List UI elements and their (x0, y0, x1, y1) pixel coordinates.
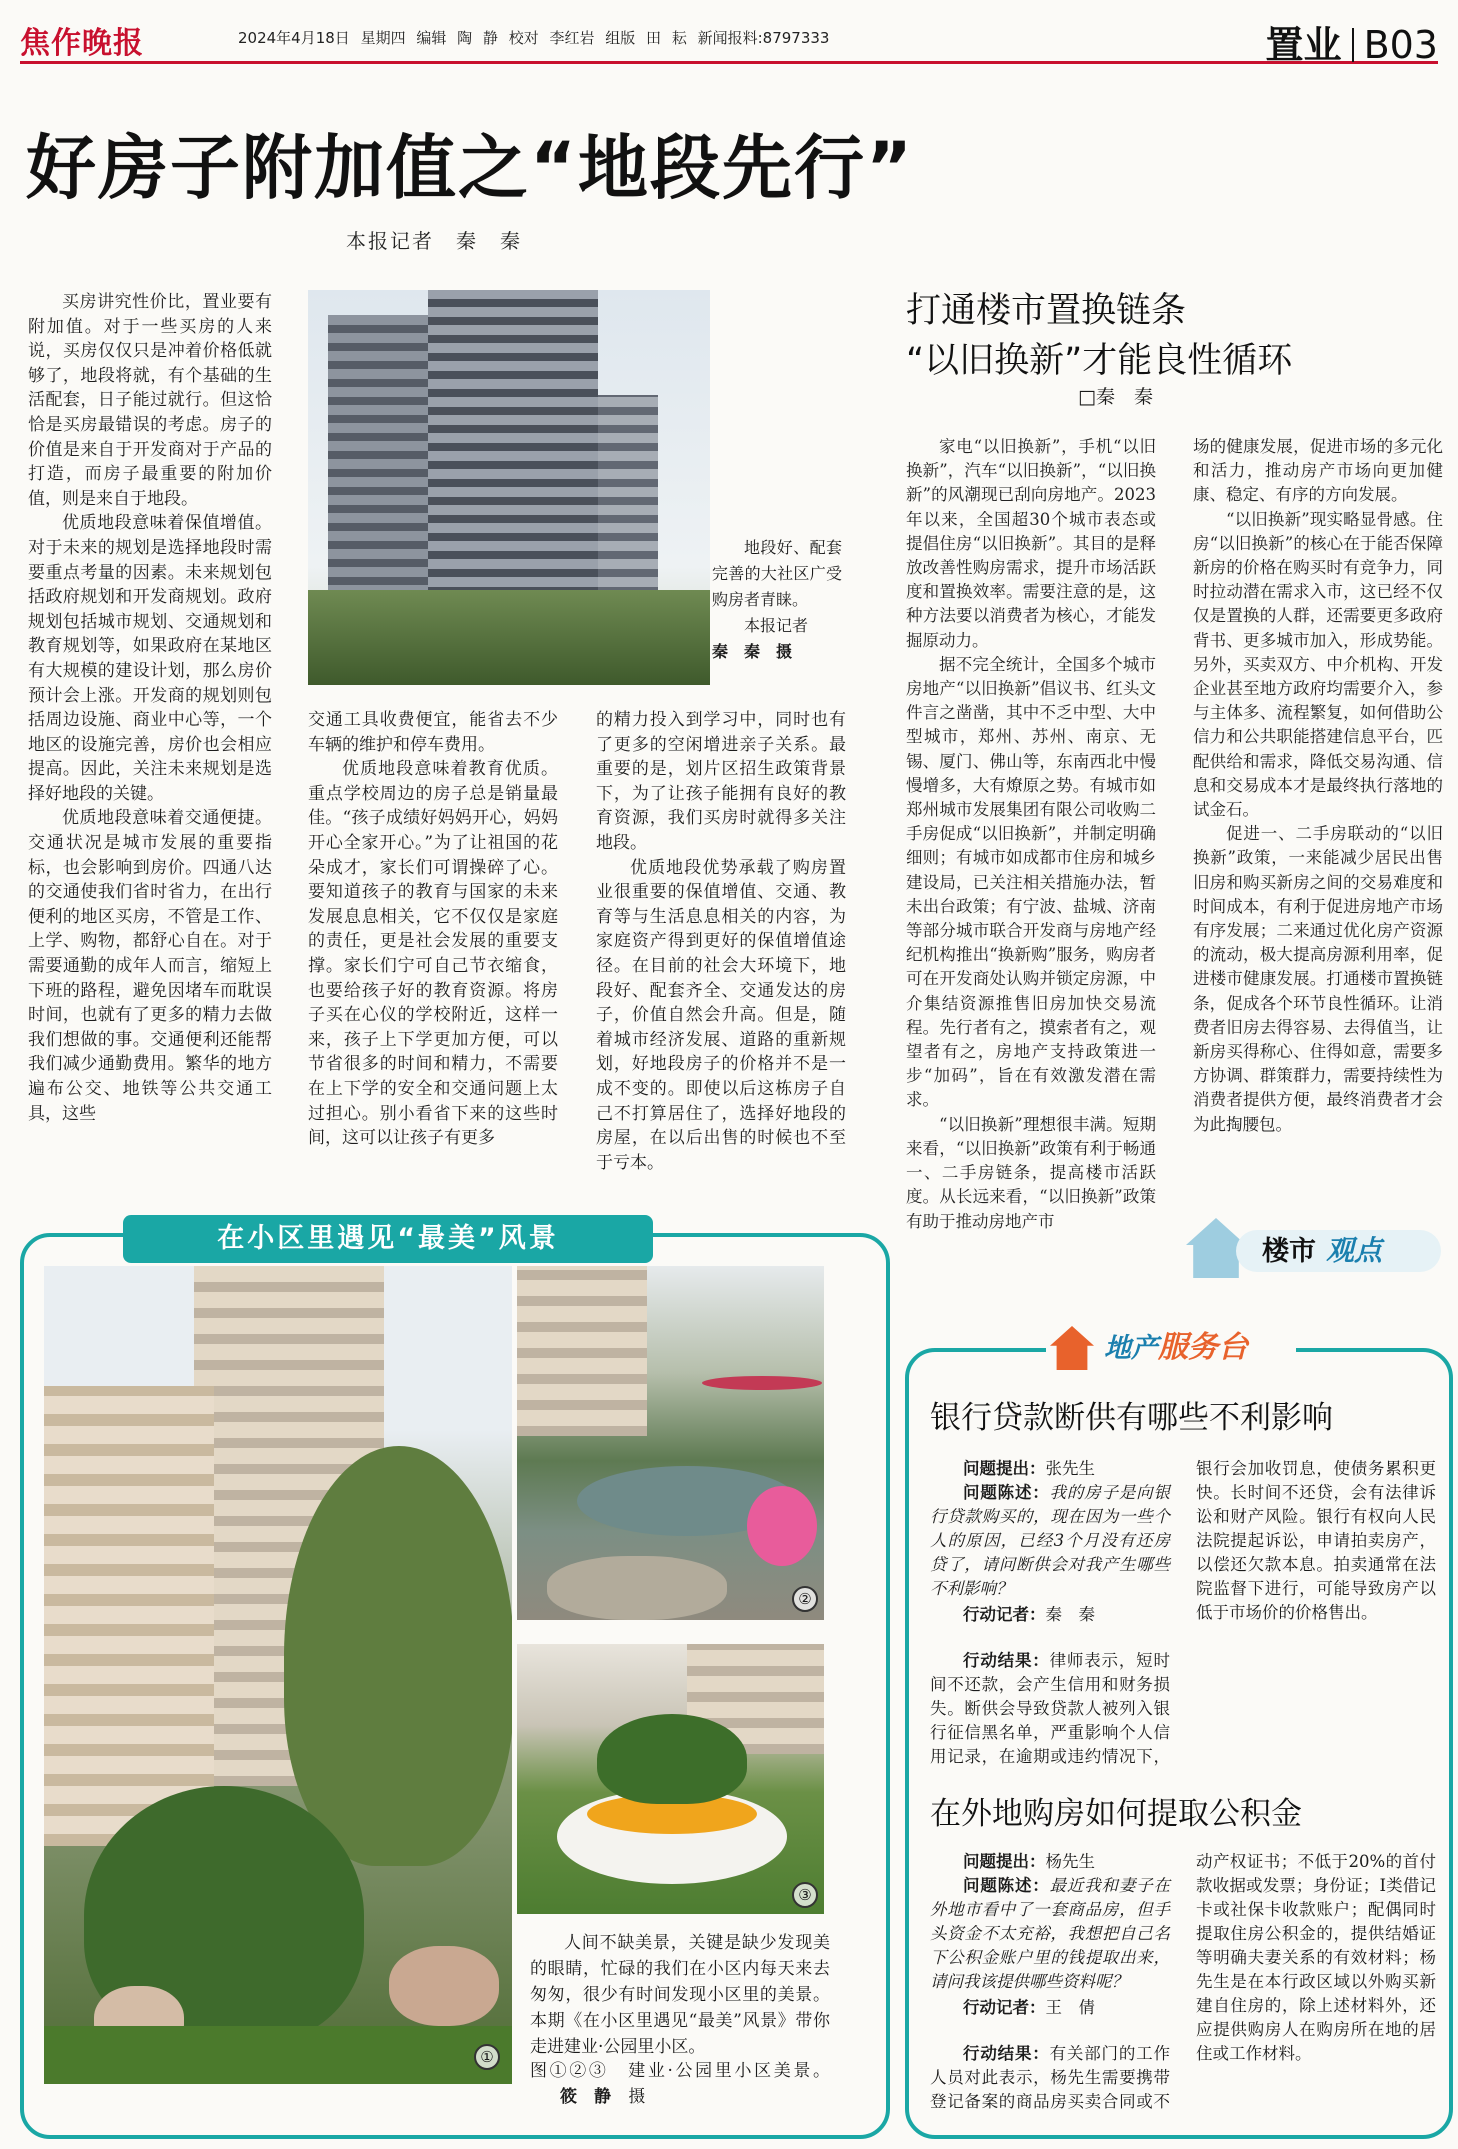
article-column-1 (28, 290, 272, 1202)
flowers (747, 1486, 817, 1566)
scenery-photo-1 (44, 1266, 512, 2084)
feature-intro: 人间不缺美景，关键是缺少发现美的眼睛，忙碌的我们在小区内每天来去匆匆，很少有时间发现小区里的美景。本期《在小区里遇见“最美”风景》带你走进建业·公园里小区。 (530, 1933, 830, 2057)
section-name: 置业 (1265, 23, 1342, 67)
feature-photographer: 筱 静 (560, 2087, 611, 2107)
section-label (1266, 14, 1438, 69)
scenery-photo-2 (517, 1266, 824, 1620)
news-hotline: 新闻报料:8797333 (697, 29, 830, 47)
opinion-column-1 (906, 435, 1156, 1297)
value: 律师表示，短时间不还款，会产生信用和财务损失。断供会导致贷款人被列入银行征信黑名单，严重影响个人信用记录，在逾期或违约情况下， (930, 1651, 1170, 1766)
paragraph: “以旧换新”理想很丰满。短期来看，“以旧换新”政策有利于畅通一、二手房链条，提高楼市活跃度。从长远来看，“以旧换新”政策有助于推动房地产市 (906, 1114, 1156, 1231)
photo-caption (712, 535, 842, 665)
paragraph: 优质地段意味着保值增值。对于未来的规划是选择地段时需要重点考量的因素。未来规划包括政府规划和开发商规划。政府规划包括城市规划、交通规划和教育规划等，如果政府在某地区有大规模的建设计划，那么房价预计会上涨。开发商的规划则包括周边设施、商业中心等，一个地区的设施完善，房价也会相应提高。因此，关注未来规划是选择好地段的关键。 (28, 513, 272, 804)
label: 行动结果： (963, 1651, 1050, 1670)
tree (284, 1446, 512, 1866)
value: 张先生 (1045, 1459, 1095, 1478)
building-left (44, 1386, 214, 1846)
issue-date: 2024年4月18日 (238, 29, 350, 47)
value: 杨先生 (1045, 1852, 1095, 1871)
qa-2-result (930, 2042, 1170, 2114)
masthead (20, 14, 1438, 67)
label: 问题提出： (963, 1852, 1046, 1871)
qa-2-asker (930, 1850, 1170, 1874)
service-word-2: 服务台 (1158, 1330, 1248, 1365)
qa-2-result-cont (1196, 1850, 1436, 2114)
paragraph: 促进一、二手房联动的“以旧换新”政策，一来能减少居民出售旧房和购买新房之间的交易难度和时间成本，有利于促进房地产市场有序发展；二来通过优化房产资源的流动，极大提高房源利用率，促进楼市健康发展。打通楼市置换链条，促成各个环节良性循环。让消费者旧房去得容易、去得值当，让新房买得称心、住得如意，需要多方协调、群策群力，需要持续性为消费者提供方便，最终消费者才会为此掏腰包。 (1193, 824, 1443, 1134)
badge-word-2: 观点 (1326, 1234, 1383, 1267)
plants (597, 1714, 747, 1804)
photo-number-3: ③ (792, 1882, 818, 1908)
paragraph: 买房讲究性价比，置业要有附加值。对于一些买房的人来说，买房仅仅只是冲着价格低就够了，地段将就，有个基础的生活配套，日子能过就行。但这恰恰是买房最错误的考虑。房子的价值是来自于开发商对于产品的打造，而房子最重要的附加价值，则是来自于地段。 (28, 292, 272, 509)
main-byline: 本报记者 秦 秦 (346, 229, 522, 253)
opinion-title-line-1: 打通楼市置换链条 (906, 291, 1187, 331)
service-badge-label (1104, 1328, 1248, 1369)
page-number: B03 (1363, 23, 1438, 67)
label: 问题提出： (963, 1459, 1046, 1478)
proofreader: 校对 李红岩 (508, 29, 595, 47)
building-photo (308, 290, 710, 685)
newspaper-logo: 焦作晚报 (20, 26, 144, 61)
qa-1-result (930, 1649, 1170, 1769)
label: 问题陈述： (963, 1483, 1050, 1502)
service-badge (1046, 1322, 1296, 1374)
paragraph: 交通工具收费便宜，能省去不少车辆的维护和停车费用。 (308, 710, 558, 755)
value: 银行会加收罚息，使债务累积更快。长时间不还贷，会有法律诉讼和财产风险。银行有权向人民法院提起诉讼，申请拍卖房产，以偿还欠款本息。拍卖通常在法院监督下进行，可能导致房产以低于市场价的价格售出。 (1196, 1459, 1436, 1622)
paragraph: 优质地段优势承载了购房置业很重要的保值增值、交通、教育等与生活息息相关的内容，为家庭资产得到更好的保值增值途径。在目前的社会大环境下，地段好、配套齐全、交通发达的房子，价值自然会升高。但是，随着城市经济发展、道路的重新规划，好地段房子的价格并不是一成不变的。即使以后这栋房子自己不打算居住了，选择好地段的房屋，在以后出售的时候也不至于亏本。 (596, 857, 846, 1173)
value: 王 倩 (1045, 1998, 1095, 2017)
lawn (44, 2026, 512, 2084)
qa-2-result-continued (1196, 1850, 1436, 2066)
value: 最近我和妻子在外地市看中了一套商品房，但手头资金不太充裕，我想把自己名下公积金账户里的钱提取出来，请问我该提供哪些资料呢？ (930, 1876, 1171, 1991)
qa-2-reporter (930, 1996, 1170, 2020)
service-word-1: 地产 (1104, 1333, 1158, 1364)
editor: 编辑 陶 静 (416, 29, 498, 47)
value: 有关部门的工作人员对此表示，杨先生需要携带登记备案的商品房买卖合同或不 (930, 2044, 1170, 2111)
umbrella (702, 1376, 822, 1390)
photo-credit (712, 639, 842, 665)
badge-word-1: 楼市 (1262, 1236, 1316, 1267)
opinion-badge (1186, 1218, 1446, 1280)
paragraph: 据不完全统计，全国多个城市房地产“以旧换新”倡议书、红头文件言之凿凿，其中不乏中型、大中型城市，郑州、苏州、南京、无锡、厦门、佛山等，东南西北中慢慢增多，大有燎原之势。有城市如郑州城市发展集团有限公司收购二手房促成“以旧换新”，并制定明确细则；有城市如成都市住房和城乡建设局，已关注相关措施办法，暂未出台政策；有宁波、盐城、济南等部分城市联合开发商与房地产经纪机构推出“换新购”服务，购房者可在开发商处认购并锁定房源，中介集结资源推售旧房加快交易流程。先行者有之，摸索者有之，观望者有之，房地产支持政策进一步“加码”，旨在有效激发潜在需求。 (906, 654, 1156, 1110)
opinion-column-2 (1193, 435, 1443, 1185)
qa-1-title: 银行贷款断供有哪些不利影响 (930, 1400, 1333, 1436)
qa-2-result-start (930, 2042, 1170, 2114)
house-icon (1050, 1326, 1094, 1370)
scenery-photo-3 (517, 1644, 824, 1914)
badge-label (1236, 1230, 1441, 1272)
value: 秦 秦 (1045, 1605, 1095, 1624)
label: 行动记者： (963, 1605, 1046, 1624)
issue-meta (238, 27, 829, 48)
photographer-name: 秦 秦 (712, 642, 761, 661)
issue-weekday: 星期四 (360, 29, 406, 47)
article-column-2 (308, 708, 558, 1202)
paragraph: 家电“以旧换新”，手机“以旧换新”，汽车“以旧换新”，“以旧换新”的风潮现已刮向房地产。2023年以来，全国超30个城市表态或提倡住房“以旧换新”。其目的是释放改善性购房需求，提升市场活跃度和置换效率。需要注意的是，这种方法要以消费者为核心，才能发掘原动力。 (906, 437, 1156, 650)
qa-1-result-cont (1196, 1457, 1436, 1769)
rock (389, 1946, 499, 2026)
photo-credit-action: 摄 (776, 642, 793, 661)
feature-tab: 在小区里遇见“最美”风景 (123, 1215, 653, 1263)
paragraph: 优质地段意味着交通便捷。交通状况是城市发展的重要指标，也会影响到房价。四通八达的交通使我们省时省力，在出行便利的地区买房，不管是工作、上学、购物，都舒心自在。对于需要通勤的成年人而言，缩短上下班的路程，避免因堵车而耽误时间，也就有了更多的精力去做我们想做的事。交通便利还能帮我们减少通勤费用。繁华的地方遍布公交、地铁等公共交通工具，这些 (28, 808, 272, 1124)
layout-credit: 组版 田 耘 (605, 29, 687, 47)
caption-text: 地段好、配套完善的大社区广受购房者青睐。 (712, 538, 842, 609)
label: 问题陈述： (963, 1876, 1050, 1895)
opinion-byline: □秦 秦 (1078, 386, 1153, 408)
paragraph: 的精力投入到学习中，同时也有了更多的空闲增进亲子关系。最重要的是，划片区招生政策背景下，为了让孩子能拥有良好的教育资源，我们买房时就得多关注地段。 (596, 710, 846, 853)
photo-credit-label: 本报记者 (744, 616, 809, 635)
paragraph: 优质地段意味着教育优质。重点学校周边的房子总是销量最佳。“孩子成绩好妈妈开心，妈妈开心全家开心。”为了让祖国的花朵成才，家长们可谓操碎了心。要知道孩子的教育与国家的未来发展息息相关，它不仅仅是家庭的责任，更是社会发展的重要支撑。家长们宁可自己节衣缩食，也要给孩子好的教育资源。将房子买在心仪的学校附近，这样一来，孩子上下学更加方便，可以节省很多的时间和精力，不需要在上下学的安全和交通问题上太过担心。别小看省下来的这些时间，这可以让孩子有更多 (308, 759, 558, 1149)
building (517, 1266, 647, 1436)
value: 我的房子是向银行贷款购买的，现在因为一些个人的原因，已经3个月没有还房贷了，请问断供会对我产生哪些不利影响？ (930, 1483, 1171, 1598)
qa-1-reporter (930, 1603, 1170, 1627)
qa-2-left (930, 1850, 1170, 2020)
feature-text (530, 1930, 830, 2060)
qa-2-title: 在外地购房如何提取公积金 (930, 1796, 1302, 1832)
opinion-title-line-2: “以旧换新”才能良性循环 (906, 341, 1293, 381)
greenery (308, 590, 710, 685)
paragraph: “以旧换新”现实略显骨感。住房“以旧换新”的核心在于能否保障新房的价格在购买时有竞争力，同时拉动潜在需求入市，这已经不仅仅是置换的人群，还需要更多政府背书、更多城市加入，形成势能。另外，买卖双方、中介机构、开发企业甚至地方政府均需要介入，参与主体多、流程繁复，如何借助公信力和公共职能搭建信息平台，匹配供给和需求，降低交易沟通、信息和交易成本才是最终执行落地的试金石。 (1193, 509, 1443, 820)
feature-credit (530, 2058, 830, 2110)
paragraph: 场的健康发展，促进市场的多元化和活力，推动房产市场向更加健康、稳定、有序的方向发展。 (1193, 437, 1443, 505)
feature-credit-text: 图①②③ 建业·公园里小区美景。 (530, 2061, 830, 2081)
qa-1-asker (930, 1457, 1170, 1481)
article-column-3 (596, 708, 846, 1202)
photo-number-1: ① (474, 2044, 500, 2070)
qa-2-desc (930, 1874, 1170, 1994)
qa-1-left (930, 1457, 1170, 1627)
qa-1-result-start (930, 1649, 1170, 1769)
qa-1-desc (930, 1481, 1170, 1601)
feature-credit-action: 摄 (628, 2087, 646, 2107)
rock (547, 1556, 727, 1620)
main-headline: 好房子附加值之“地段先行” (26, 127, 915, 209)
label: 行动记者： (963, 1998, 1046, 2017)
label: 行动结果： (963, 2044, 1050, 2063)
qa-1-result-continued (1196, 1457, 1436, 1625)
value: 动产权证书；不低于20%的首付款收据或发票；身份证；Ⅰ类借记卡或社保卡收款账户；配偶同时提取住房公积金的，提供结婚证等明确夫妻关系的有效材料；杨先生是在本行政区域以外购买新建自住房的，除上述材料外，还应提供购房人在购房所在地的居住或工作材料。 (1196, 1852, 1436, 2063)
divider (1352, 28, 1354, 62)
photo-number-2: ② (792, 1586, 818, 1612)
